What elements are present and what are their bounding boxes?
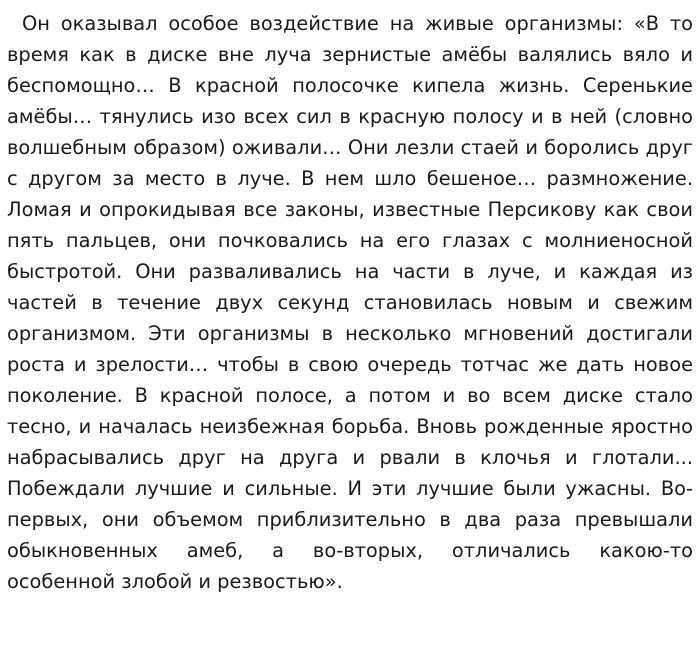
document-paragraph: Он оказывал особое воздействие на живые организмы: «В то время как в диске вне луча зернистые амёбы валялись вяло и беспомощно… В красной полосочке кипела жизнь. Серенькие амёбы… тянулись изо всех сил в красную полосу и в ней (словно волшебным образом) оживали… Они лезли стаей и боролись друг с другом за место в луче. В нем шло бешеное… размножение. Ломая и опрокидывая все законы, известные Персикову как свои пять пальцев, они почковались на его глазах с молниеносной быстротой. Они разваливались на части в луче, и каждая из частей в течение двух секунд становилась новым и свежим организмом. Эти организмы в несколько мгновений достигали роста и зрелости… чтобы в свою очередь тотчас же дать новое поколение. В красной полосе, а потом и во всем диске стало тесно, и началась неизбежная борьба. Вновь рожденные яростно набрасывались друг на друга и рвали в клочья и глотали... Побеждали лучшие и сильные. И эти лучшие были ужасны. Во-первых, они объемом приблизительно в два раза превышали обыкновенных амеб, а во-вторых, отличались какою-то особенной злобой и резвостью». [7, 12, 693, 593]
